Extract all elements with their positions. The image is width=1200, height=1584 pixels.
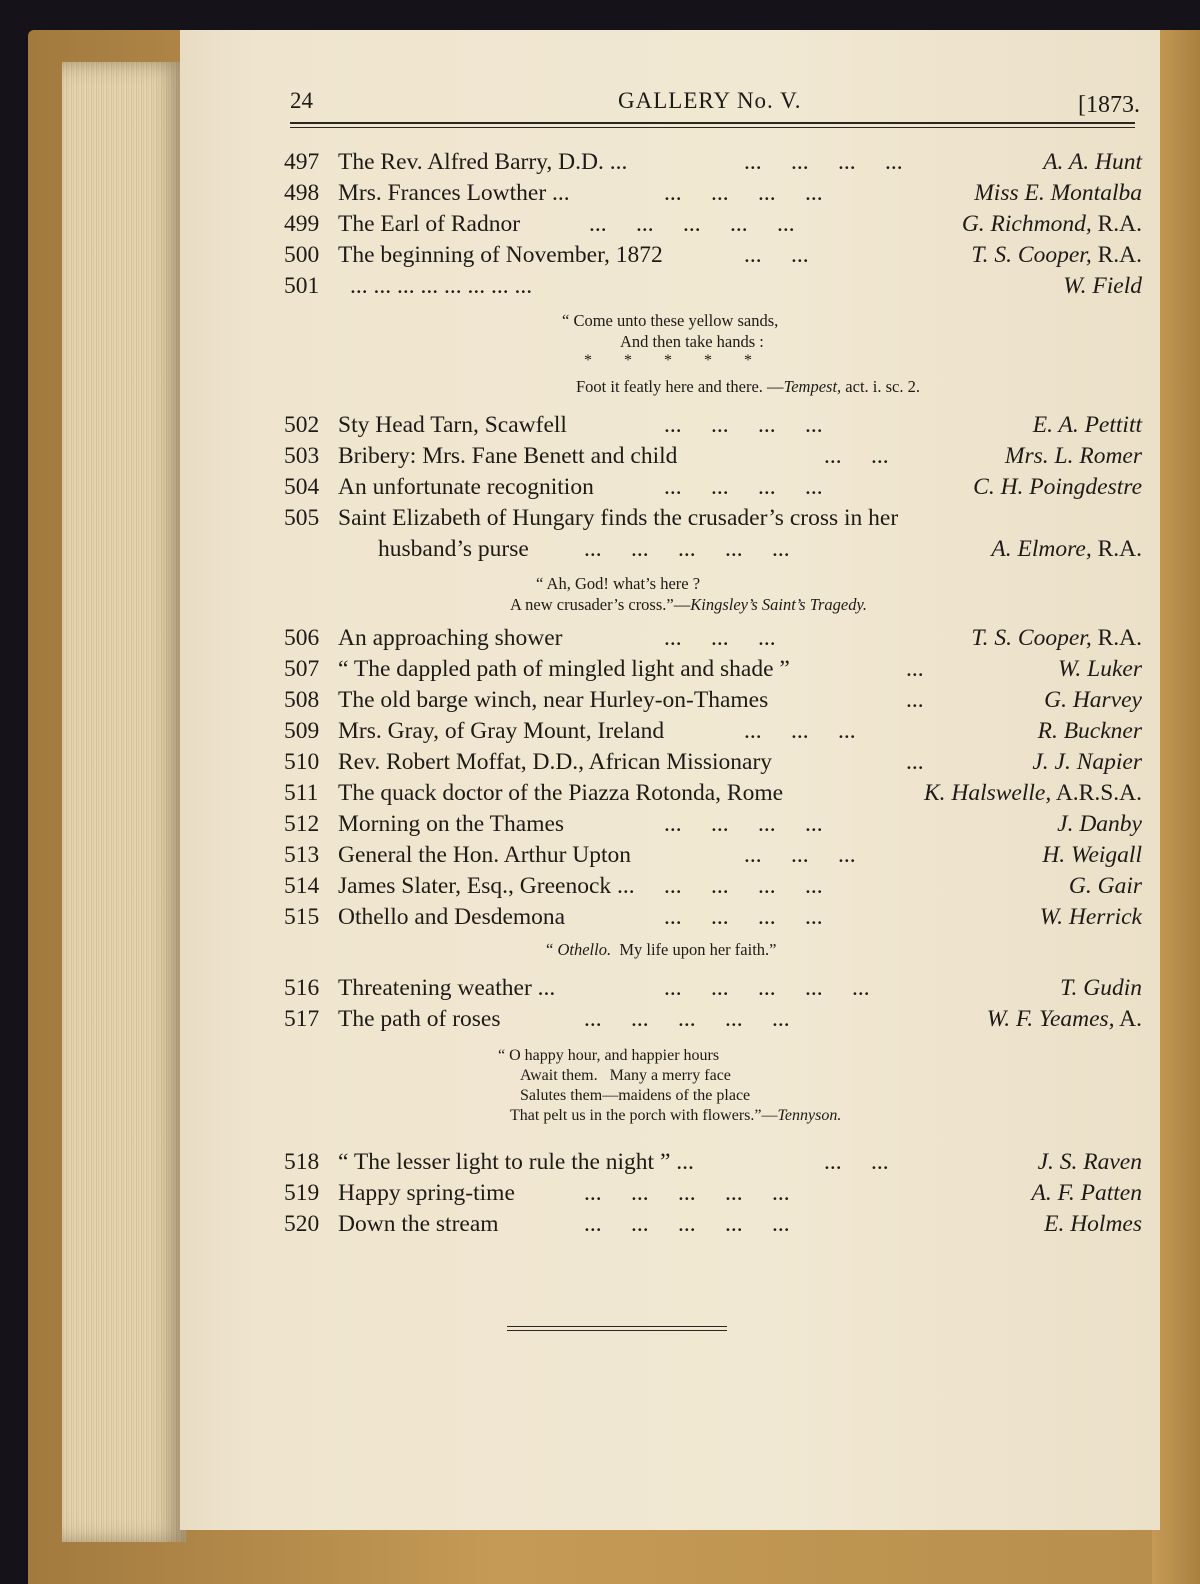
entry-row — [284, 778, 1142, 809]
quote-line — [546, 939, 777, 960]
leader-dots: ... ... — [824, 443, 889, 469]
end-rule — [507, 1326, 727, 1327]
entry-row — [284, 240, 1142, 271]
artist-name: G. Richmond, — [961, 211, 1092, 237]
entry-title: An approaching shower — [338, 625, 563, 651]
artist-name: E. A. Pettitt — [1032, 412, 1142, 438]
entry-artist — [1031, 1178, 1142, 1209]
artist-suffix: R.A. — [1091, 211, 1142, 237]
artist-suffix: A.R.S.A. — [1051, 780, 1142, 806]
end-rule-thin — [507, 1330, 727, 1331]
entry-number: 504 — [284, 474, 320, 500]
artist-suffix: A. — [1114, 1006, 1142, 1032]
leader-dots: ... ... — [824, 1149, 889, 1175]
artist-name: T. Gudin — [1060, 975, 1142, 1001]
entry-artist — [1040, 902, 1142, 933]
entry-row — [284, 809, 1142, 840]
artist-name: G. Gair — [1068, 873, 1142, 899]
quote-line: “ O happy hour, and happier hours — [498, 1047, 720, 1064]
entry-row — [284, 716, 1142, 747]
header-rule — [290, 122, 1135, 124]
entry-number: 501 — [284, 273, 320, 299]
epigraph-501 — [284, 302, 1142, 410]
quote-text: My life upon her faith.” — [611, 940, 777, 959]
entry-artist — [1042, 840, 1142, 871]
entry-title-continued: husband’s purse — [378, 536, 529, 562]
artist-name: A. A. Hunt — [1043, 149, 1142, 175]
entry-artist — [1069, 871, 1142, 902]
entry-row — [284, 747, 1142, 778]
leader-dots: ... ... ... ... — [744, 149, 903, 175]
artist-name: C. H. Poingdestre — [973, 474, 1142, 500]
quote-line: Salutes them—maidens of the place — [520, 1087, 751, 1104]
entry-title: “ The lesser light to rule the night ” ... — [338, 1149, 694, 1175]
artist-name: J. Danby — [1057, 811, 1142, 837]
entry-title: The Rev. Alfred Barry, D.D. ... — [338, 149, 628, 175]
entry-row — [284, 871, 1142, 902]
artist-suffix: R.A. — [1091, 625, 1142, 651]
entry-title: Saint Elizabeth of Hungary finds the crusader’s cross in her — [338, 505, 899, 531]
artist-name: K. Halswelle, — [923, 780, 1052, 806]
entry-number: 520 — [284, 1211, 320, 1237]
quote-source-tail: act. i. sc. 2. — [841, 377, 920, 396]
entry-row — [284, 623, 1142, 654]
page-edges — [62, 62, 186, 1542]
entry-number: 498 — [284, 180, 320, 206]
entry-artist — [1038, 1147, 1142, 1178]
entry-row — [284, 654, 1142, 685]
entry-title: The beginning of November, 1872 — [338, 242, 663, 268]
quote-source: Tempest, — [783, 377, 842, 396]
epigraph-515 — [284, 933, 1142, 973]
artist-name: J. J. Napier — [1032, 749, 1142, 775]
entry-number: 502 — [284, 412, 320, 438]
entry-number: 503 — [284, 443, 320, 469]
artist-name: W. Field — [1063, 273, 1142, 299]
leader-dots: ... ... ... — [744, 842, 856, 868]
entry-title: Morning on the Thames — [338, 811, 565, 837]
leader-dots: ... — [906, 656, 924, 682]
entry-title: The quack doctor of the Piazza Rotonda, Rome — [338, 780, 784, 806]
page-title: GALLERY No. V. — [618, 88, 802, 113]
leader-dots: ... ... ... — [744, 718, 856, 744]
entry-number: 516 — [284, 975, 320, 1001]
artist-suffix: R.A. — [1091, 536, 1142, 562]
entry-number: 497 — [284, 149, 320, 175]
epigraph-505 — [284, 565, 1142, 623]
entry-title: Mrs. Frances Lowther ... — [338, 180, 570, 206]
entry-row — [284, 147, 1142, 178]
artist-name: G. Harvey — [1044, 687, 1142, 713]
entry-artist — [1060, 973, 1142, 1004]
catalogue-entries — [284, 147, 1142, 1240]
entry-row — [284, 410, 1142, 441]
entry-artist — [962, 209, 1142, 240]
leader-dots: ... — [906, 749, 924, 775]
leader-dots: ... ... ... ... ... — [584, 1006, 790, 1032]
leader-dots: ... ... ... ... — [664, 474, 823, 500]
quote-text: Foot it featly here and there. — — [576, 377, 784, 396]
entry-row — [284, 1178, 1142, 1209]
entry-artist — [1058, 654, 1142, 685]
entry-number: 505 — [284, 505, 320, 531]
asterism: * * * * * — [584, 352, 752, 369]
quote-text: A new crusader’s cross.”— — [510, 595, 691, 614]
leader-dots: ... ... ... ... — [664, 180, 823, 206]
entry-row-continued — [284, 534, 1142, 565]
entry-row — [284, 840, 1142, 871]
leader-dots: ... ... ... ... — [664, 412, 823, 438]
entry-number: 509 — [284, 718, 320, 744]
leader-dots: ... ... ... ... ... — [584, 1180, 790, 1206]
leader-dots: ... ... — [744, 242, 809, 268]
entry-row — [284, 178, 1142, 209]
quote-line: Await them. Many a merry face — [520, 1067, 731, 1084]
artist-name: Miss E. Montalba — [974, 180, 1142, 206]
entry-row — [284, 1147, 1142, 1178]
catalogue-page — [180, 30, 1160, 1530]
entry-artist — [971, 240, 1142, 271]
entry-number: 506 — [284, 625, 320, 651]
entry-row — [284, 441, 1142, 472]
entry-artist — [987, 1004, 1142, 1035]
entry-artist — [1005, 441, 1142, 472]
leader-dots: ... ... ... ... ... — [664, 975, 870, 1001]
entry-number: 514 — [284, 873, 320, 899]
header-rule-thin — [290, 127, 1135, 128]
artist-name: W. Herrick — [1039, 904, 1142, 930]
entry-artist — [1032, 747, 1142, 778]
artist-name: J. S. Raven — [1037, 1149, 1142, 1175]
entry-artist — [1038, 716, 1142, 747]
entry-title: The path of roses — [338, 1006, 501, 1032]
entry-number: 512 — [284, 811, 320, 837]
artist-name: E. Holmes — [1044, 1211, 1142, 1237]
quote-open: “ — [546, 940, 558, 959]
quote-line — [510, 1105, 841, 1126]
quote-line: “ Ah, God! what’s here ? — [536, 574, 701, 593]
entry-number: 500 — [284, 242, 320, 268]
entry-row — [284, 209, 1142, 240]
leader-dots: ... — [906, 687, 924, 713]
leader-dots: ... ... ... ... — [664, 904, 823, 930]
artist-name: H. Weigall — [1042, 842, 1142, 868]
quote-source: Othello. — [557, 940, 612, 959]
artist-name: W. Luker — [1058, 656, 1142, 682]
entry-artist — [924, 778, 1142, 809]
leader-dots: ... ... ... ... ... — [584, 1211, 790, 1237]
entry-title: Threatening weather ... — [338, 975, 556, 1001]
leader-dots: ... ... ... ... — [664, 873, 823, 899]
entry-row — [284, 503, 1142, 534]
entry-row — [284, 271, 1142, 302]
entry-title: Rev. Robert Moffat, D.D., African Missionary — [338, 749, 773, 775]
entry-title: Sty Head Tarn, Scawfell — [338, 412, 567, 438]
entry-artist — [971, 623, 1142, 654]
artist-name: R. Buckner — [1037, 718, 1142, 744]
entry-title: Down the stream — [338, 1211, 499, 1237]
entry-title: Mrs. Gray, of Gray Mount, Ireland — [338, 718, 665, 744]
artist-name: A. F. Patten — [1031, 1180, 1142, 1206]
artist-name: A. Elmore, — [991, 536, 1092, 562]
entry-row — [284, 902, 1142, 933]
entry-number: 499 — [284, 211, 320, 237]
entry-row — [284, 973, 1142, 1004]
entry-number: 517 — [284, 1006, 320, 1032]
artist-suffix: R.A. — [1091, 242, 1142, 268]
entry-artist — [1057, 809, 1142, 840]
entry-title: James Slater, Esq., Greenock ... — [338, 873, 635, 899]
entry-row — [284, 1209, 1142, 1240]
entry-artist — [1063, 271, 1142, 302]
entry-row — [284, 685, 1142, 716]
page-number: 24 — [290, 88, 313, 113]
quote-line: And then take hands : — [620, 332, 764, 351]
header-year: [1873. — [1078, 92, 1140, 118]
leader-dots: ... ... ... ... ... — [584, 536, 790, 562]
quote-source: Kingsley’s Saint’s Tragedy. — [690, 595, 868, 614]
quote-line — [576, 376, 920, 397]
entry-number: 513 — [284, 842, 320, 868]
entry-title: Othello and Desdemona — [338, 904, 566, 930]
entry-number: 511 — [284, 780, 319, 806]
quote-source: Tennyson. — [777, 1107, 842, 1124]
artist-name: Mrs. L. Romer — [1004, 443, 1142, 469]
entry-number: 519 — [284, 1180, 320, 1206]
leader-dots: ... ... ... — [664, 625, 776, 651]
entry-title: General the Hon. Arthur Upton — [338, 842, 632, 868]
entry-artist — [1044, 685, 1142, 716]
quote-line — [510, 594, 867, 615]
entry-artist — [1033, 410, 1142, 441]
entry-artist — [991, 534, 1142, 565]
entry-title: The old barge winch, near Hurley-on-Thames — [338, 687, 769, 713]
entry-title: An unfortunate recognition — [338, 474, 594, 500]
entry-artist — [974, 178, 1142, 209]
entry-title: The Earl of Radnor — [338, 211, 521, 237]
entry-row — [284, 472, 1142, 503]
entry-number: 515 — [284, 904, 320, 930]
entry-artist — [1044, 1209, 1142, 1240]
leader-dots: ... ... ... ... ... — [589, 211, 795, 237]
entry-title: “ The dappled path of mingled light and shade ” — [338, 656, 790, 682]
artist-name: W. F. Yeames, — [986, 1006, 1115, 1032]
entry-artist — [1043, 147, 1142, 178]
entry-number: 510 — [284, 749, 320, 775]
entry-number: 507 — [284, 656, 320, 682]
entry-title: Bribery: Mrs. Fane Benett and child — [338, 443, 678, 469]
quote-text: That pelt us in the porch with flowers.”— — [510, 1107, 778, 1124]
entry-title: Happy spring-time — [338, 1180, 515, 1206]
entry-title: ... ... ... ... ... ... ... ... — [350, 273, 533, 299]
entry-artist — [973, 472, 1142, 503]
artist-name: T. S. Cooper, — [971, 242, 1092, 268]
artist-name: T. S. Cooper, — [971, 625, 1092, 651]
entry-number: 518 — [284, 1149, 320, 1175]
quote-line: “ Come unto these yellow sands, — [562, 311, 779, 330]
entry-number: 508 — [284, 687, 320, 713]
leader-dots: ... ... ... ... — [664, 811, 823, 837]
entry-row — [284, 1004, 1142, 1035]
epigraph-517 — [284, 1035, 1142, 1147]
